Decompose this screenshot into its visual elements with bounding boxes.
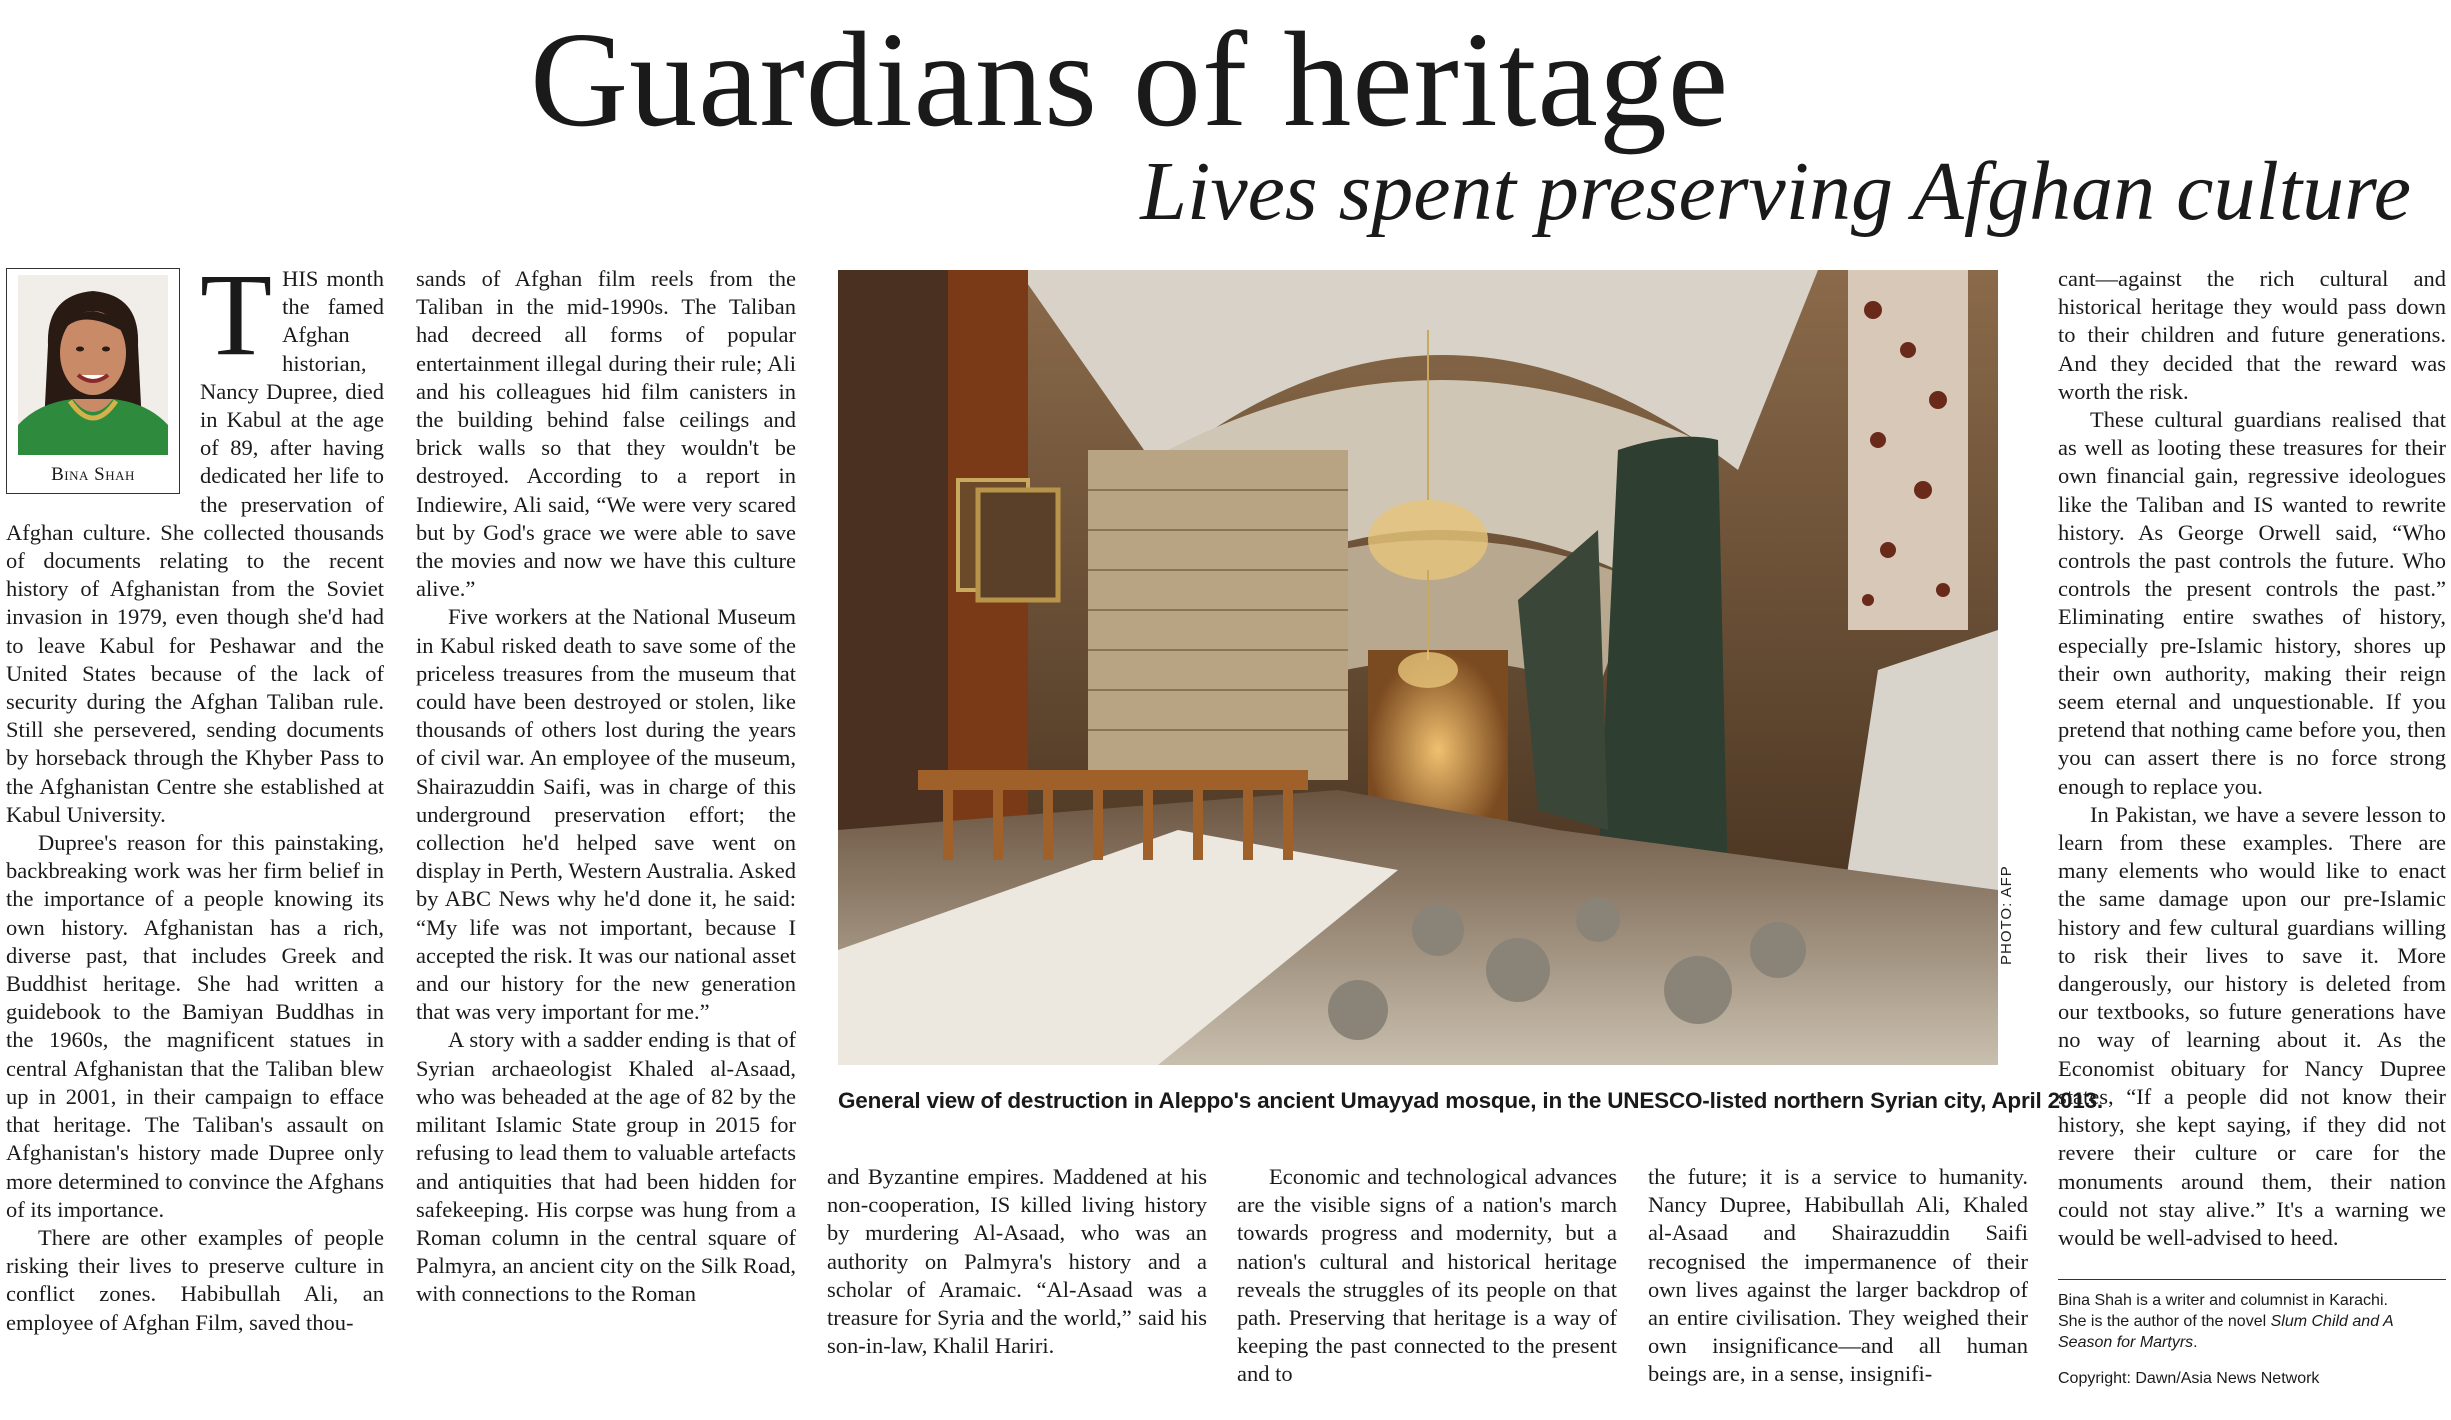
article-paragraph: cant—against the rich cultural and historical heritage they would pass down to their children and future generations. And they decided that the reward was worth the risk. xyxy=(2058,266,2446,404)
article-paragraph: A story with a sadder ending is that of Syrian archaeologist Khaled al-Asaad, who was beheaded at the age of 82 by the militant Islamic State group in 2015 for refusing to lead them to valuable artefacts and antiquities that had been hidden for safekeeping. His corpse was hung from a Roman column in the central square of Palmyra, an ancient city on the Silk Road, with connections to the Roman xyxy=(416,1027,796,1307)
headline: Guardians of heritage xyxy=(530,5,1730,155)
article-column-4 xyxy=(1237,1163,1617,1389)
article-paragraph: Five workers at the National Museum in Kabul risked death to save some of the priceless treasures from the museum that could have been destroyed or stolen, like thousands of others lost during the years of civil war. An employee of the museum, Shairazuddin Saifi, was in charge of this underground preservation effort; the collection he'd helped save went on display in Perth, Western Australia. Asked by ABC News why he'd done it, he said: “My life was not important, because I accepted the risk. It was our national asset and our history for the new generation that was very important for me.” xyxy=(416,604,796,1025)
author-bio xyxy=(2058,1290,2446,1353)
photo-credit: PHOTO: AFP xyxy=(1998,865,2015,965)
article-paragraph: HIS month the famed Afghan historian, Nancy Dupree, died in Kabul at the age of 89, after having dedicated her life to the preservation of Afghan culture. She collected thousands of documents relating to the recent history of Afghanistan from the Soviet invasion in 1979, even though she'd had to leave Kabul for Peshawar and the United States because of the lack of security during the Afghan Taliban rule. Still she persevered, sending documents by horseback through the Khyber Pass to the Afghanistan Centre she established at Kabul University. xyxy=(6,266,384,827)
bio-text: . xyxy=(2193,1334,2198,1351)
drop-cap: T xyxy=(200,249,273,380)
article-paragraph: sands of Afghan film reels from the Taliban in the mid-1990s. The Taliban had decreed all forms of popular entertainment illegal during their rule; Ali and his colleagues hid film canisters in the building behind false ceilings and brick walls so that they wouldn't be destroyed. According to a report in Indiewire, Ali said, “We were very scared but by God's grace we were able to save the movies and now we have this culture alive.” xyxy=(416,266,796,602)
copyright: Copyright: Dawn/Asia News Network xyxy=(2058,1370,2320,1387)
article-paragraph: and Byzantine empires. Maddened at his non-cooperation, IS killed living history by murdering Al-Asaad, who was an authority on Palmyra's history and a scholar of Aramaic. “Al-Asaad was a treasure for Syria and the world,” said his son-in-law, Khalil Hariri. xyxy=(827,1164,1207,1359)
article-paragraph: These cultural guardians realised that as well as looting these treasures for their own financial gain, regressive ideologues like the Taliban and IS wanted to rewrite history. As George Orwell said, “Who controls the past controls the future. Who controls the present controls the past.” Eliminating entire swathes of history, especially pre-Islamic history, shores up their own authority, making their reign seem eternal and unquestionable. If you pretend that nothing came before you, then you can assert there is no force strong enough to replace you. xyxy=(2058,407,2446,799)
bio-line: Bina Shah is a writer and columnist in Karachi. xyxy=(2058,1292,2388,1309)
article-column-2 xyxy=(416,265,796,1309)
book-title: Slum Child and A Season for Martyrs xyxy=(2058,1313,2394,1351)
bio-line xyxy=(2058,1311,2446,1353)
author-portrait xyxy=(18,275,168,455)
mosque-photo xyxy=(838,270,1998,1065)
author-name: Bina Shah xyxy=(51,464,135,485)
article-paragraph: In Pakistan, we have a severe lesson to learn from these examples. There are many elements who would like to enact the same damage upon our pre-Islamic history and few cultural guardians willing to risk their lives to save it. More dangerously, our history is deleted from our textbooks, so future generations have no way of learning about it. As the Economist obituary for Nancy Dupree states, “If a people did not know their history, she kept saying, if they did not revere their culture or care for the monuments around them, their nation could not stay alive.” It's a warning we would be well-advised to heed. xyxy=(2058,801,2446,1250)
bio-divider xyxy=(2058,1279,2446,1280)
article-column-6 xyxy=(2058,265,2446,1252)
article-column-5 xyxy=(1648,1163,2028,1389)
article-paragraph: the future; it is a service to humanity. Nancy Dupree, Habibullah Ali, Khaled al-Asaad and Shairazuddin Saifi recognised the impermanence of their own lives against the larger backdrop of an entire civilisation. They weighed their own insignificance—and all human beings are, in a sense, insignifi- xyxy=(1648,1164,2028,1387)
mosque-illustration xyxy=(838,270,1998,1065)
article-paragraph: There are other examples of people risking their lives to preserve culture in conflict zones. Habibullah Ali, an employee of Afghan Film, saved thou- xyxy=(6,1224,384,1335)
author-box xyxy=(6,268,180,494)
subheadline: Lives spent preserving Afghan culture xyxy=(1140,145,2411,238)
article-paragraph: Economic and technological advances are the visible signs of a nation's march towards progress and modernity, but a nation's cultural and historical heritage reveals the struggles of its people on that path. Preserving that heritage is a way of keeping the past connected to the present and to xyxy=(1237,1164,1617,1387)
article-column-3 xyxy=(827,1163,1207,1360)
article-paragraph: Dupree's reason for this painstaking, backbreaking work was her firm belief in the importance of a people knowing its own history. Afghanistan has a rich, diverse past, that includes Greek and Buddhist heritage. She had written a guidebook to the Bamiyan Buddhas in the 1960s, the magnificent statues in central Afghanistan that the Taliban blew up in 2001, in their campaign to efface that heritage. The Taliban's assault on Afghanistan's history made Dupree only more determined to convince the Afghans of its importance. xyxy=(6,830,384,1222)
photo-caption: General view of destruction in Aleppo's ancient Umayyad mosque, in the UNESCO-listed northern Syrian city, April 2013. xyxy=(838,1088,2103,1113)
article-column-1 xyxy=(6,249,384,1337)
bio-text: She is the author of the novel xyxy=(2058,1313,2271,1330)
